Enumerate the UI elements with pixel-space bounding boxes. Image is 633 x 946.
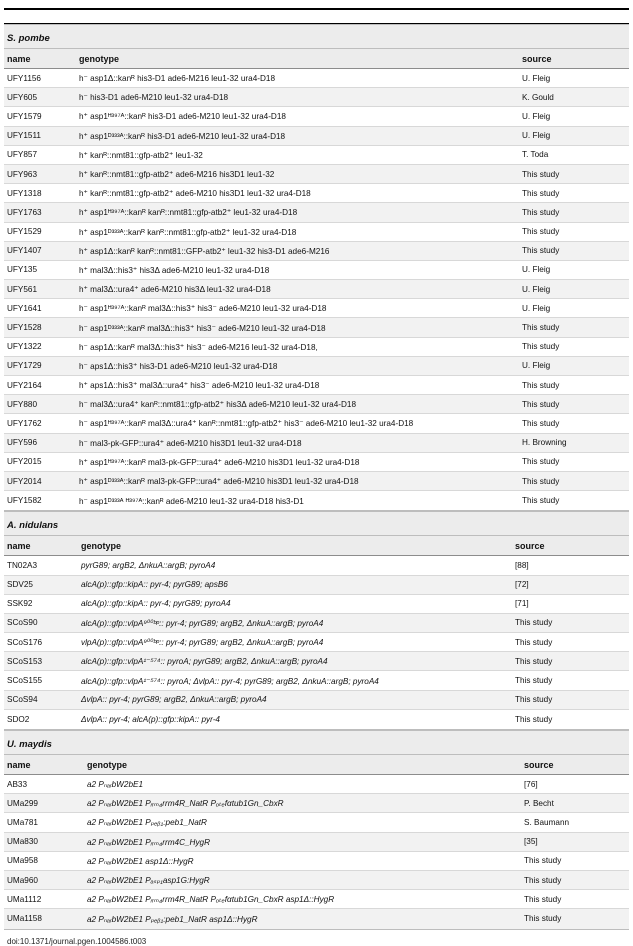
strain-name-cell: UFY1322: [7, 342, 42, 352]
table-row: [4, 146, 629, 165]
genotype-cell: h⁺ asp1ᴰ³³³ᴬ::kanᴿ kanᴿ::nmt81::gfp-atb2⁺ leu1-32 ura4-D18: [79, 227, 297, 237]
strain-name-cell: UMa1158: [7, 914, 42, 924]
source-cell: This study: [522, 476, 560, 486]
source-cell: This study: [515, 618, 553, 628]
strain-name-cell: UFY857: [7, 150, 38, 160]
column-header-name: name: [7, 53, 31, 64]
strain-name-cell: SCoS94: [7, 695, 38, 705]
source-cell: This study: [524, 914, 562, 924]
source-cell: This study: [522, 342, 560, 352]
strain-name-cell: TN02A3: [7, 560, 38, 570]
strain-name-cell: UFY596: [7, 438, 38, 448]
genotype-cell: h⁺ asp1Δ::kanᴿ kanᴿ::nmt81::GFP-atb2⁺ leu1-32 his3-D1 ade6-M216: [79, 246, 330, 256]
genotype-cell: h⁺ kanᴿ::nmt81::gfp-atb2⁺ ade6-M216 his3D1 leu1-32: [79, 170, 275, 180]
strain-name-cell: UFY1729: [7, 361, 42, 371]
table-row: [4, 595, 629, 614]
genotype-cell: alcA(p)::gfp::vlpA⁹⁰⁰ᵇᵖ:: pyr-4; pyrG89; argB2, ΔnkuA::argB; pyroA4: [81, 618, 324, 628]
genotype-cell: h⁺ aps1Δ::his3⁺ mal3Δ::ura4⁺ his3⁻ ade6-M210 leu1-32 ura4-D18: [79, 381, 320, 391]
table-row: [4, 414, 629, 433]
column-header-source: source: [515, 540, 545, 551]
genotype-cell: h⁺ kanᴿ::nmt81::gfp-atb2⁺ ade6-M210 his3D1 leu1-32 ura4-D18: [79, 189, 311, 199]
column-header-genotype: genotype: [79, 53, 120, 64]
section-s-pombe: [4, 24, 629, 511]
source-cell: This study: [522, 418, 560, 428]
table-row: [4, 472, 629, 491]
source-cell: This study: [522, 496, 560, 506]
section-title: U. maydis: [4, 730, 629, 755]
source-cell: U. Fleig: [522, 284, 551, 294]
strain-name-cell: UFY1156: [7, 73, 41, 83]
strain-name-cell: UFY2015: [7, 457, 42, 467]
column-header-source: source: [522, 53, 552, 64]
table-body: [4, 775, 629, 929]
table-row: [4, 223, 629, 242]
table-row: [4, 871, 629, 890]
table-row: [4, 671, 629, 690]
doi-caption: doi:10.1371/journal.pgen.1004586.t003: [7, 936, 147, 946]
table-row: [4, 261, 629, 280]
genotype-cell: h⁺ asp1ᴴ³⁹⁷ᴬ::kanᴿ kanᴿ::nmt81::gfp-atb2⁺ leu1-32 ura4-D18: [79, 208, 298, 218]
strain-name-cell: AB33: [7, 779, 28, 789]
genotype-cell: h⁺ asp1ᴴ³⁹⁷ᴬ::kanᴿ mal3-pk-GFP::ura4⁺ ade6-M210 his3D1 leu1-32 ura4-D18: [79, 457, 360, 467]
column-header-source: source: [524, 759, 554, 770]
section-a-nidulans: [4, 511, 629, 730]
table-row: [4, 203, 629, 222]
genotype-cell: alcA(p)::gfp::kipA:: pyr-4; pyrG89; pyroA4: [81, 599, 231, 609]
column-header-row: [4, 755, 629, 775]
strain-name-cell: UFY1407: [7, 246, 42, 256]
strain-name-cell: UFY963: [7, 169, 38, 179]
genotype-cell: h⁻ mal3Δ::ura4⁺ kanᴿ::nmt81::gfp-atb2⁺ his3Δ ade6-M210 leu1-32 ura4-D18: [79, 400, 357, 410]
source-cell: H. Browning: [522, 438, 567, 448]
genotype-cell: h⁻ aps1Δ::his3⁺ his3-D1 ade6-M210 leu1-32 ura4-D18: [79, 361, 278, 371]
source-cell: K. Gould: [522, 92, 554, 102]
source-cell: This study: [515, 676, 553, 686]
strain-name-cell: UFY1763: [7, 207, 42, 217]
strain-name-cell: UFY2164: [7, 380, 42, 390]
table-row: [4, 491, 629, 510]
genotype-cell: h⁻ asp1ᴴ³⁹⁷ᴬ::kanᴿ mal3Δ::ura4⁺ kanᴿ::nmt81::gfp-atb2⁺ his3⁻ ade6-M210 leu1-32 ura4-D18: [79, 419, 414, 429]
genotype-cell: a2 PₙₐᵣbW2bE1 Pₚₑᵦ₁:peb1_NatR: [87, 818, 207, 828]
table-row: [4, 107, 629, 126]
table-row: [4, 614, 629, 633]
source-cell: This study: [522, 399, 560, 409]
source-cell: This study: [522, 169, 560, 179]
strain-name-cell: UFY605: [7, 92, 38, 102]
strain-name-cell: SSK92: [7, 599, 33, 609]
genotype-cell: h⁻ asp1ᴰ³³³ᴬ ᴴ³⁹⁷ᴬ::kanᴿ ade6-M210 leu1-32 ura4-D18 his3-D1: [79, 496, 304, 506]
strain-name-cell: SCoS155: [7, 676, 43, 686]
genotype-cell: h⁻ asp1ᴴ³⁹⁷ᴬ::kanᴿ mal3Δ::his3⁺ his3⁻ ade6-M210 leu1-32 ura4-D18: [79, 304, 327, 314]
genotype-cell: h⁺ kanᴿ::nmt81::gfp-atb2⁺ leu1-32: [79, 150, 203, 160]
table-row: [4, 395, 629, 414]
table-row: [4, 376, 629, 395]
source-cell: U. Fleig: [522, 361, 551, 371]
table-top-rule: [4, 8, 629, 24]
column-header-row: [4, 49, 629, 69]
strain-name-cell: UMa960: [7, 875, 38, 885]
table-row: [4, 165, 629, 184]
table-body: [4, 69, 629, 510]
strain-name-cell: UFY135: [7, 265, 38, 275]
table-row: [4, 338, 629, 357]
table-row: [4, 813, 629, 832]
strain-name-cell: SCoS153: [7, 656, 43, 666]
strain-name-cell: UFY1511: [7, 131, 41, 141]
strain-name-cell: UMa958: [7, 856, 38, 866]
table-row: [4, 890, 629, 909]
strain-name-cell: UMa1112: [7, 894, 42, 904]
source-cell: [72]: [515, 580, 529, 590]
table-row: [4, 434, 629, 453]
genotype-cell: a2 PₙₐᵣbW2bE1 Pₐₛₚ₁asp1G:HygR: [87, 876, 210, 886]
genotype-cell: h⁻ mal3-pk-GFP::ura4⁺ ade6-M210 his3D1 leu1-32 ura4-D18: [79, 438, 302, 448]
source-cell: U. Fleig: [522, 73, 551, 83]
table-row: [4, 127, 629, 146]
strain-name-cell: UFY2014: [7, 476, 42, 486]
source-cell: U. Fleig: [522, 131, 551, 141]
table-row: [4, 775, 629, 794]
source-cell: S. Baumann: [524, 817, 570, 827]
genotype-cell: h⁻ his3-D1 ade6-M210 leu1-32 ura4-D18: [79, 93, 229, 103]
genotype-cell: h⁻ asp1Δ::kanᴿ mal3Δ::his3⁺ his3⁻ ade6-M216 leu1-32 ura4-D18,: [79, 342, 318, 352]
genotype-cell: h⁺ asp1ᴰ³³³ᴬ::kanᴿ mal3-pk-GFP::ura4⁺ ade6-M210 his3D1 leu1-32 ura4-D18: [79, 477, 359, 487]
strain-name-cell: UMa830: [7, 837, 38, 847]
table-row: [4, 691, 629, 710]
strain-name-cell: UFY1528: [7, 323, 42, 333]
strain-name-cell: UFY1582: [7, 496, 42, 506]
genotype-cell: alcA(p)::gfp::vlpA¹⁻⁵⁷⁴:: pyroA; ΔvlpA:: pyr-4; pyrG89; argB2, ΔnkuA::argB; pyroA4: [81, 676, 379, 686]
genotype-cell: h⁺ asp1ᴴ³⁹⁷ᴬ::kanᴿ his3-D1 ade6-M210 leu1-32 ura4-D18: [79, 112, 286, 122]
genotype-cell: vlpA(p)::gfp::vlpA⁹⁰⁰ᵇᵖ:: pyr-4; pyrG89; argB2, ΔnkuA::argB; pyroA4: [81, 638, 324, 648]
table-row: [4, 909, 629, 928]
source-cell: This study: [515, 637, 553, 647]
genotype-cell: pyrG89; argB2, ΔnkuA::argB; pyroA4: [81, 560, 216, 570]
source-cell: This study: [522, 457, 560, 467]
source-cell: This study: [522, 227, 560, 237]
source-cell: [35]: [524, 837, 538, 847]
genotype-cell: a2 PₙₐᵣbW2bE1 asp1Δ::HygR: [87, 856, 194, 866]
source-cell: This study: [522, 207, 560, 217]
source-cell: P. Becht: [524, 798, 554, 808]
source-cell: This study: [522, 188, 560, 198]
strain-name-cell: SDV25: [7, 580, 33, 590]
genotype-cell: h⁺ mal3Δ::his3⁺ his3Δ ade6-M210 leu1-32 ura4-D18: [79, 265, 270, 275]
source-cell: [76]: [524, 779, 538, 789]
source-cell: This study: [524, 856, 562, 866]
table-row: [4, 852, 629, 871]
source-cell: This study: [515, 714, 553, 724]
source-cell: This study: [524, 894, 562, 904]
strain-name-cell: UMa299: [7, 798, 38, 808]
genotype-cell: h⁺ asp1ᴰ³³³ᴬ::kanᴿ his3-D1 ade6-M210 leu1-32 ura4-D18: [79, 131, 286, 141]
table-row: [4, 576, 629, 595]
table-row: [4, 357, 629, 376]
genotype-cell: h⁻ asp1Δ::kanᴿ his3-D1 ade6-M216 leu1-32 ura4-D18: [79, 74, 275, 84]
genotype-cell: a2 PₙₐᵣbW2bE1 Pᵣᵣₘ₄rrm4R_NatR Pₒₜₑfαtub1Gn_CbxR: [87, 799, 284, 809]
table-row: [4, 633, 629, 652]
table-body: [4, 556, 629, 729]
column-header-genotype: genotype: [81, 540, 122, 551]
source-cell: [71]: [515, 599, 529, 609]
table-row: [4, 318, 629, 337]
strain-name-cell: SDO2: [7, 714, 30, 724]
column-header-name: name: [7, 540, 31, 551]
genotype-cell: h⁻ asp1ᴰ³³³ᴬ::kanᴿ mal3Δ::his3⁺ his3⁻ ade6-M210 leu1-32 ura4-D18: [79, 323, 326, 333]
section-u-maydis: [4, 730, 629, 930]
table-row: [4, 453, 629, 472]
source-cell: This study: [522, 380, 560, 390]
genotype-cell: alcA(p)::gfp::kipA:: pyr-4; pyrG89; apsB6: [81, 580, 228, 590]
genotype-cell: ΔvlpA:: pyr-4; pyrG89; argB2, ΔnkuA::argB; pyroA4: [81, 695, 267, 705]
table-row: [4, 833, 629, 852]
genotype-cell: alcA(p)::gfp::vlpA¹⁻⁵⁷⁴:: pyroA; pyrG89; argB2, ΔnkuA::argB; pyroA4: [81, 657, 328, 667]
genotype-cell: a2 PₙₐᵣbW2bE1: [87, 780, 144, 790]
source-cell: U. Fleig: [522, 111, 551, 121]
source-cell: This study: [524, 875, 562, 885]
table-row: [4, 184, 629, 203]
table-row: [4, 652, 629, 671]
genotype-cell: a2 PₙₐᵣbW2bE1 Pᵣᵣₘ₄rrm4R_NatR Pₒₜₑfαtub1Gn_CbxR asp1Δ::HygR: [87, 895, 335, 905]
section-title: A. nidulans: [4, 511, 629, 536]
source-cell: U. Fleig: [522, 303, 551, 313]
source-cell: This study: [515, 695, 553, 705]
table-row: [4, 710, 629, 729]
table-row: [4, 69, 629, 88]
strain-name-cell: UFY1529: [7, 227, 42, 237]
source-cell: U. Fleig: [522, 265, 551, 275]
strain-name-cell: SCoS90: [7, 618, 38, 628]
strain-name-cell: UFY561: [7, 284, 38, 294]
genotype-cell: h⁺ mal3Δ::ura4⁺ ade6-M210 his3Δ leu1-32 ura4-D18: [79, 285, 271, 295]
strain-name-cell: UFY880: [7, 399, 38, 409]
table-row: [4, 299, 629, 318]
table-row: [4, 794, 629, 813]
source-cell: This study: [515, 656, 553, 666]
genotype-cell: a2 PₙₐᵣbW2bE1 Pᵣᵣₘ₄rrm4C_HygR: [87, 837, 211, 847]
column-header-row: [4, 536, 629, 556]
strain-name-cell: UFY1579: [7, 111, 42, 121]
source-cell: T. Toda: [522, 150, 549, 160]
strain-name-cell: SCoS176: [7, 637, 43, 647]
source-cell: This study: [522, 246, 560, 256]
table-row: [4, 280, 629, 299]
genotype-cell: ΔvlpA:: pyr-4; alcA(p)::gfp::kipA:: pyr-4: [81, 714, 220, 724]
section-title: S. pombe: [4, 24, 629, 49]
table-row: [4, 88, 629, 107]
strain-name-cell: UMa781: [7, 817, 38, 827]
column-header-genotype: genotype: [87, 759, 128, 770]
strain-name-cell: UFY1762: [7, 418, 42, 428]
source-cell: This study: [522, 323, 560, 333]
table-row: [4, 556, 629, 575]
strain-name-cell: UFY1641: [7, 303, 42, 313]
column-header-name: name: [7, 759, 31, 770]
table-row: [4, 242, 629, 261]
source-cell: [88]: [515, 560, 529, 570]
strain-name-cell: UFY1318: [7, 188, 42, 198]
genotype-cell: a2 PₙₐᵣbW2bE1 Pₚₑᵦ₁:peb1_NatR asp1Δ::HygR: [87, 914, 258, 924]
